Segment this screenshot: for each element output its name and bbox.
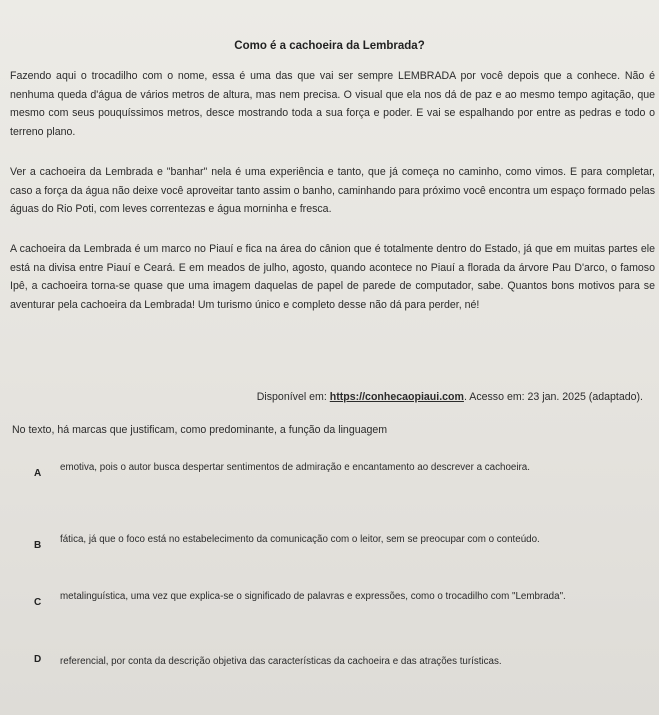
option-b[interactable] — [34, 532, 649, 551]
text-title: Como é a cachoeira da Lembrada? — [234, 40, 425, 52]
source-link[interactable]: https://conhecaopiaui.com — [329, 391, 464, 403]
option-text: metalinguística, uma vez que explica-se o significado de palavras e expressões, como o trocadilho com "Lembrada". — [60, 591, 566, 602]
option-letter: D — [34, 654, 42, 665]
source-suffix: . Acesso em: 23 jan. 2025 (adaptado). — [463, 391, 643, 403]
option-a[interactable] — [34, 460, 649, 479]
question-stem: No texto, há marcas que justificam, como predominante, a função da linguagem — [12, 424, 388, 436]
paragraph-2: Ver a cachoeira da Lembrada e "banhar" nela é uma experiência e tanto, que já começa no caminho, como vimos. E para completar, caso a força da água não deixe você aproveitar tanto assim o banho, caminhando para próximo você encontra um espaço formado pelas águas do Rio Poti, com leves correntezas e água morninha e fresca. — [10, 166, 655, 215]
paragraph-1: Fazendo aqui o trocadilho com o nome, essa é uma das que vai ser sempre LEMBRADA por você depois que a conhece. Não é nenhuma queda d'água de vários metros de altura, mas nem precisa. O visual que ela nos dá de paz e ao mesmo tempo agitação, que mesmo com seus pouquíssimos metros, desce mostrando toda a sua força e poder. E vai se espalhando por entre as pedras e todo o terreno plano. — [10, 70, 655, 138]
source-prefix: Disponível em: — [256, 391, 330, 403]
option-letter: C — [34, 597, 42, 608]
option-letter: B — [34, 540, 42, 551]
source-citation — [0, 391, 643, 403]
option-d[interactable] — [34, 654, 649, 669]
option-text: referencial, por conta da descrição objetiva das características da cachoeira e das atrações turísticas. — [60, 656, 502, 667]
option-letter: A — [34, 468, 42, 479]
option-c[interactable] — [34, 589, 649, 608]
paragraph-3: A cachoeira da Lembrada é um marco no Piauí e fica na área do cânion que é totalmente dentro do Estado, já que em muitas partes ele está na divisa entre Piauí e Ceará. E em meados de julho, agosto, quando acontece no Piauí a florada da árvore Pau D'arco, o famoso Ipê, a cachoeira torna-se quase que uma imagem daquelas de papel de parede de computador, sabe. Quantos bons motivos para se aventurar pela cachoeira da Lembrada! Um turismo único e completo desse não dá para perder, né! — [10, 243, 655, 311]
option-text: fática, já que o foco está no estabelecimento da comunicação com o leitor, sem se preocupar com o conteúdo. — [60, 534, 540, 545]
option-text: emotiva, pois o autor busca despertar sentimentos de admiração e encantamento ao descrever a cachoeira. — [60, 462, 530, 473]
